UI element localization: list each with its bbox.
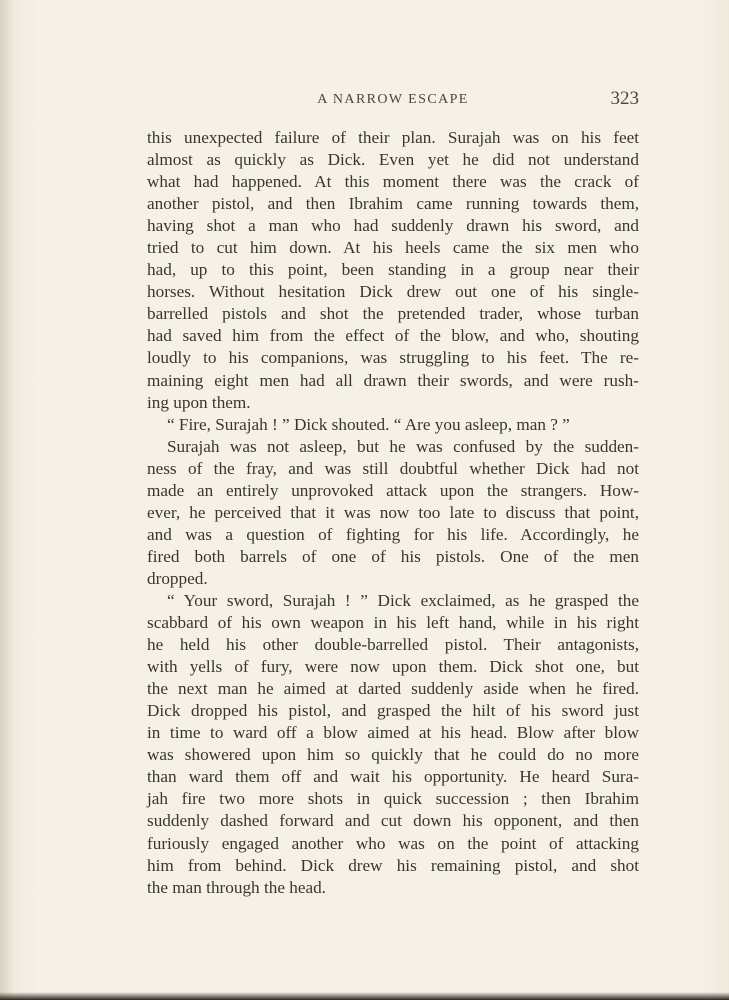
running-head: A NARROW ESCAPE — [317, 92, 469, 107]
text-line: ness of the fray, and was still doubtful whether Dick had not — [147, 458, 639, 478]
text-line: with yells of fury, were now upon them. Dick shot one, but — [147, 657, 639, 677]
text-line: and was a question of fighting for his life. Accordingly, he — [147, 524, 639, 544]
page-number: 323 — [610, 88, 639, 109]
text-line: made an entirely unprovoked attack upon the strangers. How- — [147, 480, 639, 500]
text-line: was showered upon him so quickly that he could do no more — [147, 745, 639, 765]
text-line: dropped. — [147, 568, 208, 588]
text-line: suddenly dashed forward and cut down his opponent, and then — [147, 811, 639, 831]
text-line: ever, he perceived that it was now too late to discuss that point, — [147, 502, 639, 522]
text-line: having shot a man who had suddenly drawn his sword, and — [147, 216, 639, 236]
text-line: maining eight men had all drawn their swords, and were rush- — [147, 370, 639, 390]
text-line: what had happened. At this moment there was the crack of — [147, 172, 639, 192]
text-line: the man through the head. — [147, 877, 326, 897]
text-line: tried to cut him down. At his heels came the six men who — [147, 238, 639, 258]
text-line: ing upon them. — [147, 392, 251, 412]
text-line: in time to ward off a blow aimed at his head. Blow after blow — [147, 723, 639, 743]
text-line: another pistol, and then Ibrahim came running towards them, — [147, 194, 639, 214]
text-line: scabbard of his own weapon in his left hand, while in his right — [147, 613, 639, 633]
text-line: the next man he aimed at darted suddenly aside when he fired. — [147, 679, 639, 699]
text-line: “ Fire, Surajah ! ” Dick shouted. “ Are you asleep, man ? ” — [167, 414, 570, 434]
text-line: jah fire two more shots in quick succession ; then Ibrahim — [147, 789, 639, 809]
text-line: had, up to this point, been standing in a group near their — [147, 260, 639, 280]
text-line: Surajah was not asleep, but he was confused by the sudden- — [167, 436, 639, 456]
page-gutter-shadow — [0, 0, 14, 1000]
text-line: loudly to his companions, was struggling to his feet. The re- — [147, 348, 639, 368]
text-line: him from behind. Dick drew his remaining pistol, and shot — [147, 855, 639, 875]
text-line: this unexpected failure of their plan. Surajah was on his feet — [147, 128, 639, 147]
text-line: had saved him from the effect of the blow, and who, shouting — [147, 326, 639, 346]
body-text — [147, 127, 639, 899]
text-line: fired both barrels of one of his pistols. One of the men — [147, 546, 639, 566]
text-line: almost as quickly as Dick. Even yet he did not understand — [147, 150, 639, 170]
text-line: “ Your sword, Surajah ! ” Dick exclaimed, as he grasped the — [167, 590, 639, 610]
page-header — [147, 88, 639, 114]
page-bottom-edge — [0, 992, 729, 1000]
text-line: than ward them off and wait his opportunity. He heard Sura- — [147, 767, 639, 787]
text-line: he held his other double-barrelled pistol. Their antagonists, — [147, 635, 639, 655]
text-line: Dick dropped his pistol, and grasped the hilt of his sword just — [147, 701, 639, 721]
text-line: horses. Without hesitation Dick drew out one of his single- — [147, 282, 639, 302]
text-line: furiously engaged another who was on the point of attacking — [147, 833, 639, 853]
text-line: barrelled pistols and shot the pretended trader, whose turban — [147, 304, 639, 324]
